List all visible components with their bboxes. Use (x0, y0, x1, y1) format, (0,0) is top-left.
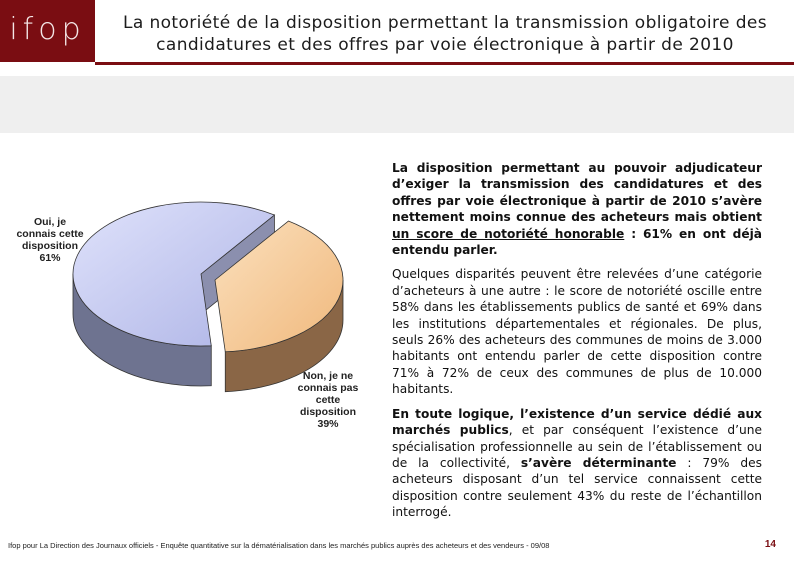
p1-underlined: un score de notoriété honorable (392, 226, 625, 241)
paragraph-2: Quelques disparités peuvent être relevées d’une catégorie d’acheteurs à une autre : le score de notoriété oscille entre 58% dans les établissements publics de santé et 69% dans les institutions départementales et régionales. De plus, seuls 26% des acheteurs des communes de moins de 3.000 habitants ont entendu parler de cette disposition contre 71% à 72% de ceux des communes de plus de 10.000 habitants. (392, 267, 762, 397)
slice-yes-value: 61% (39, 252, 61, 264)
pie-chart (0, 140, 390, 440)
header-rule (95, 62, 794, 65)
slice-yes-line: Oui, je (33, 216, 67, 228)
slice-no-value: 39% (317, 418, 339, 430)
ifop-logo (0, 0, 95, 62)
paragraph-3 (392, 406, 762, 521)
footer-text: Ifop pour La Direction des Journaux officiels - Enquête quantitative sur la dématérialisation dans les marchés publics auprès des acheteurs et des vendeurs - 09/08 (8, 541, 550, 550)
slice-no-line: cette (315, 394, 341, 406)
slice-yes-line: connais cette (16, 228, 84, 240)
slice-label-yes (10, 216, 90, 264)
slice-yes-line: disposition (22, 240, 78, 252)
slice-no-line: Non, je ne (302, 370, 354, 382)
p3-bold-c: s’avère déterminante (520, 455, 677, 470)
page-number: 14 (764, 539, 776, 550)
p3-text-b: , et par conséquent l’existence d’une spécialisation professionnelle au sein de l’établissement ou de la collectivité, (392, 423, 762, 470)
slice-no-line: connais pas (297, 382, 359, 394)
page-title (110, 12, 780, 56)
body-text (392, 160, 762, 529)
grey-band (0, 76, 794, 133)
slice-label-no (290, 370, 366, 430)
slice-no-line: disposition (300, 406, 356, 418)
p1-text-a: La disposition permettant au pouvoir adjudicateur d’exiger la transmission des candidatures et des offres par voie électronique à partir de 2010 s’avère nettement moins connue des acheteurs mais obtient (392, 161, 762, 225)
paragraph-1 (392, 160, 762, 258)
p3-bold-a: En toute logique, l’existence d’un service dédié aux marchés publics (392, 406, 762, 438)
p1-text-b: : 61% en ont déjà entendu parler. (392, 226, 762, 258)
p3-text-d: : 79% des acheteurs disposant d’un tel service connaissent cette disposition contre seulement 43% du reste de l’échantillon interrogé. (392, 455, 762, 520)
logo-text: ifop (9, 11, 86, 47)
title-line-2: candidatures et des offres par voie électronique à partir de 2010 (156, 35, 734, 55)
title-line-1: La notoriété de la disposition permettant la transmission obligatoire des (122, 13, 768, 33)
